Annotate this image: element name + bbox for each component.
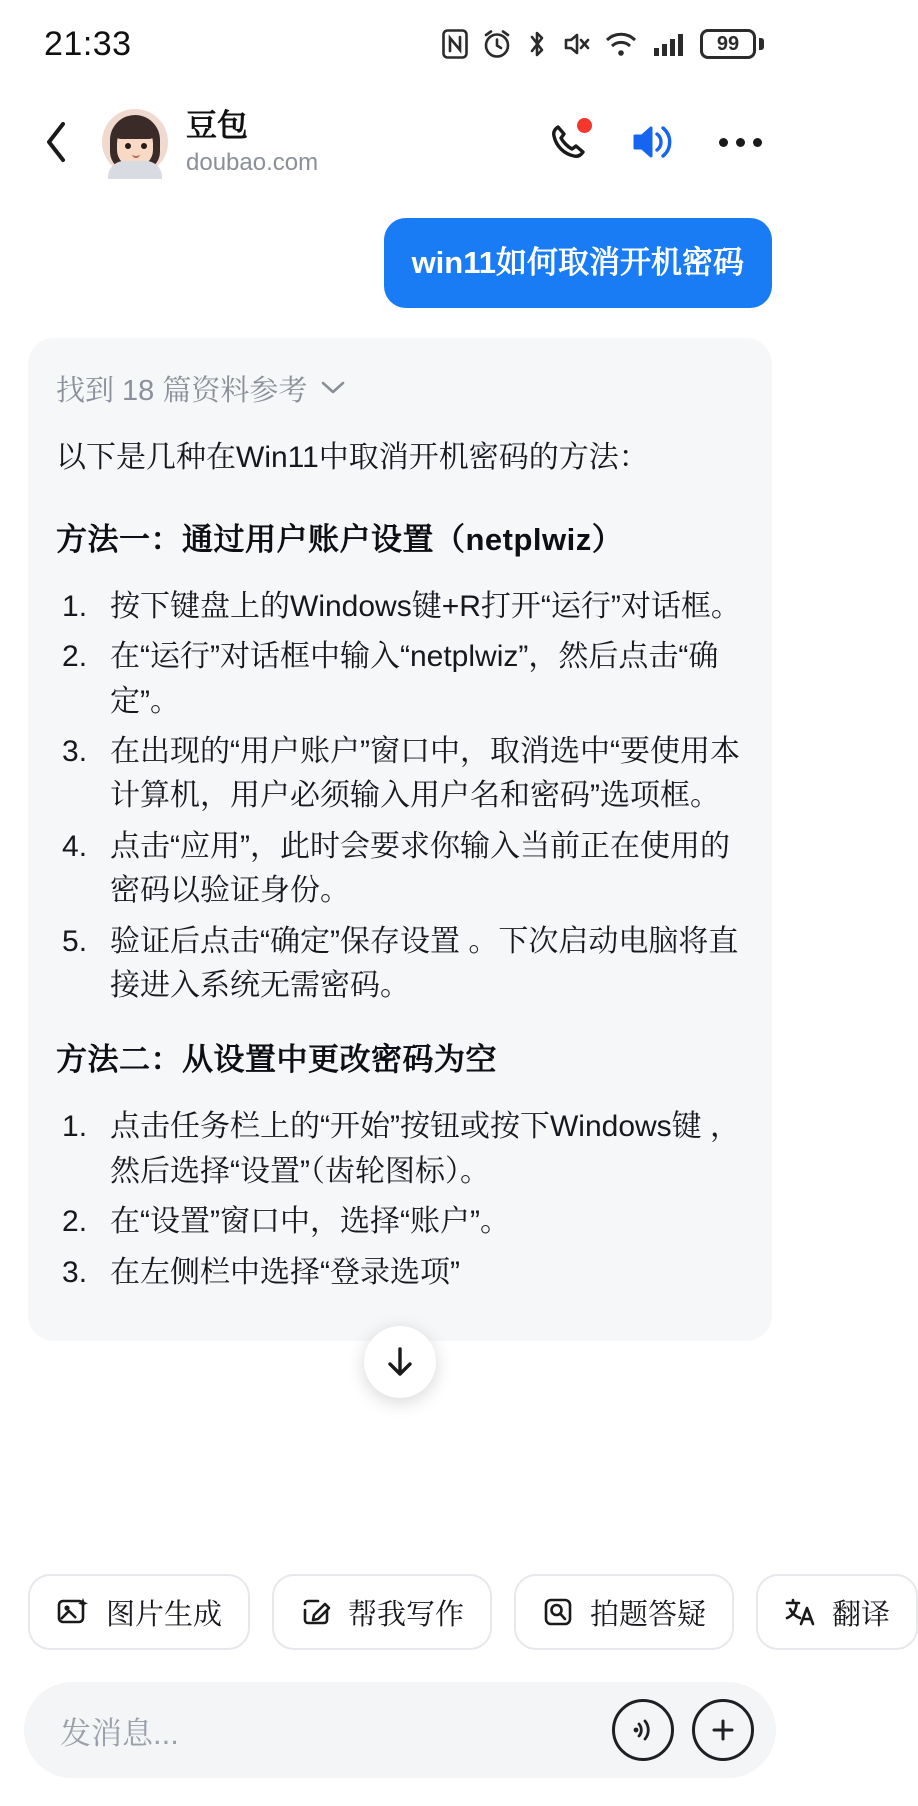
status-bar: [0, 0, 800, 88]
bluetooth-icon: [526, 29, 548, 59]
alarm-icon: [482, 29, 512, 59]
quick-action-label: 翻译: [832, 1598, 891, 1631]
back-button[interactable]: [28, 114, 84, 170]
chevron-down-icon: [321, 381, 345, 395]
status-time: 21:33: [44, 24, 132, 63]
quick-actions: [0, 1550, 891, 1672]
list-item: 在“运行”对话框中输入“netplwiz”，然后点击“确定”。: [110, 640, 719, 718]
wifi-icon: [604, 29, 638, 59]
scroll-to-bottom-button[interactable]: [364, 1326, 436, 1398]
quick-action-image-generate[interactable]: [28, 1574, 250, 1650]
list-item: 在出现的“用户账户”窗口中，取消选中“要使用本计算机，用户必须输入用户名和密码”选项框。: [110, 735, 740, 813]
voice-wave-icon: [626, 1713, 660, 1747]
list-item: 点击“应用”，此时会要求你输入当前正在使用的密码以验证身份。: [110, 829, 730, 908]
scroll-to-bottom-icon: [383, 1344, 417, 1380]
list-item: 验证后点击“确定”保存设置 。下次启动电脑将直接进入系统无需密码。: [110, 924, 739, 1002]
header-actions: [542, 116, 766, 168]
list-item: 点击任务栏上的“开始”按钮或按下Windows键 ，然后选择“设置”（齿轮图标）。: [110, 1110, 741, 1188]
signal-icon: [652, 29, 686, 59]
more-options-icon: [719, 138, 728, 147]
nfc-icon: [442, 29, 468, 59]
page-subtitle: doubao.com: [186, 148, 319, 176]
quick-action-photo-question[interactable]: [514, 1574, 734, 1650]
message-input-bar[interactable]: [24, 1682, 776, 1778]
section-steps: [56, 585, 744, 1009]
translate-icon: [784, 1596, 816, 1628]
quick-action-label: 拍题答疑: [590, 1598, 707, 1631]
sources-toggle[interactable]: [56, 368, 744, 409]
assistant-message-card: [28, 338, 772, 1341]
battery-icon: [700, 29, 764, 59]
add-attachment-button[interactable]: [692, 1699, 754, 1761]
list-item: 在左侧栏中选择“登录选项”: [110, 1255, 460, 1289]
conversation: [0, 196, 800, 1436]
quick-action-translate[interactable]: [756, 1574, 918, 1650]
image-generate-icon: [56, 1595, 90, 1629]
list-item: 在“设置”窗口中，选择“账户”。: [110, 1205, 510, 1239]
quick-action-label: 帮我写作: [348, 1598, 465, 1631]
message-input[interactable]: 发消息...: [60, 1715, 179, 1751]
quick-action-write-help[interactable]: [272, 1574, 492, 1650]
call-button[interactable]: [542, 116, 594, 168]
quick-action-label: 图片生成: [106, 1598, 223, 1631]
plus-icon: [708, 1715, 738, 1745]
photo-question-icon: [542, 1596, 574, 1628]
status-icons: [442, 29, 764, 59]
write-help-icon: [300, 1596, 332, 1628]
page-title: 豆包: [186, 108, 248, 144]
voice-input-button[interactable]: [612, 1699, 674, 1761]
user-message-row: [28, 218, 772, 308]
avatar[interactable]: [102, 109, 168, 175]
section-steps: [56, 1105, 744, 1295]
list-item: 按下键盘上的Windows键+R打开“运行”对话框。: [110, 589, 741, 623]
user-message-bubble[interactable]: win11如何取消开机密码: [384, 218, 772, 308]
assistant-intro: 以下是几种在Win11中取消开机密码的方法：: [56, 440, 649, 474]
mute-icon: [562, 29, 590, 59]
battery-level-label: 99: [700, 29, 756, 59]
sources-label: 找到 18 篇资料参考: [56, 374, 308, 407]
section-title: 方法二：从设置中更改密码为空: [56, 1042, 497, 1078]
chat-header: [0, 88, 800, 196]
battery-cap: [759, 38, 764, 50]
more-options-button[interactable]: [714, 116, 766, 168]
back-chevron-icon: [43, 120, 69, 164]
speaker-button[interactable]: [628, 116, 680, 168]
title-block[interactable]: [186, 107, 524, 176]
speaker-on-icon: [630, 120, 678, 164]
bottom-bar: [0, 1550, 891, 1806]
section-title: 方法一：通过用户账户设置（netplwiz）: [56, 521, 624, 557]
call-notification-dot: [577, 118, 592, 133]
